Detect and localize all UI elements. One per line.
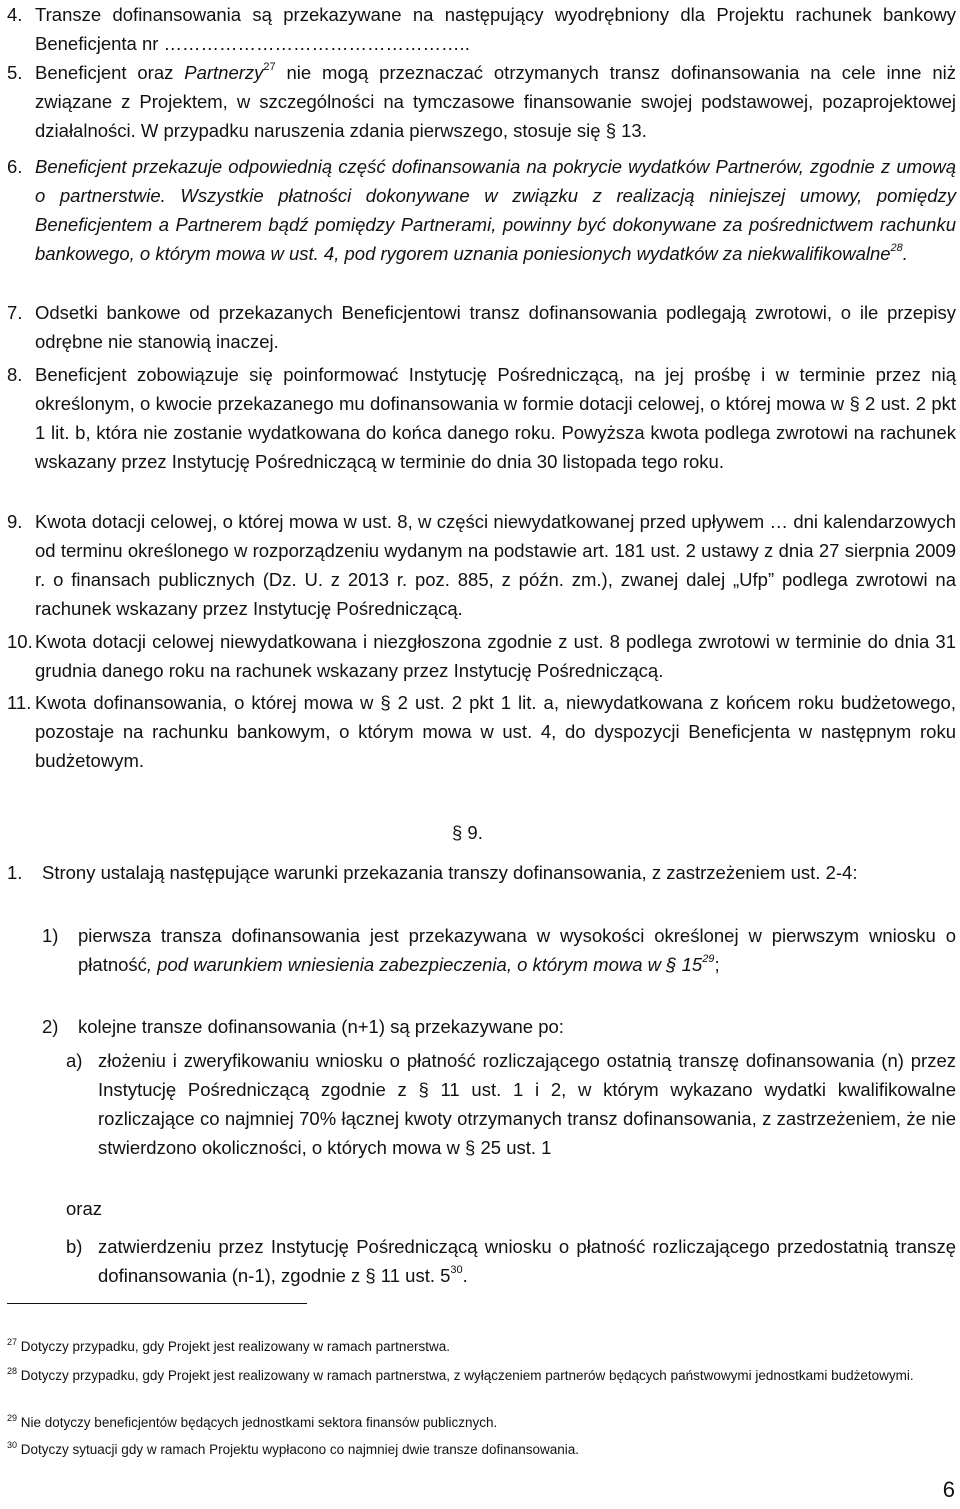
sub-item-text: złożeniu i zweryfikowaniu wniosku o płatność rozliczającego ostatnią transzę dofinansowania (n) przez Instytucję Pośredniczącą zgodnie z § 11 ust. 1 i 2, w którym wykazano wydatki kwalifikowalne rozliczające co najmniej 70% łącznej kwoty otrzymanych transz dofinansowania, z zastrzeżeniem, że nie stwierdzono okoliczności, o których mowa w § 25 ust. 1 [98, 1050, 956, 1158]
sub-item-b [66, 1232, 956, 1290]
section-item-1 [7, 858, 956, 887]
text-run: Beneficjent oraz [35, 62, 185, 83]
footnote-text: Nie dotyczy beneficjentów będących jednostkami sektora finansów publicznych. [20, 1415, 498, 1430]
footnote-number: 28 [7, 1365, 18, 1376]
text-run-italic: Partnerzy [184, 62, 264, 83]
item-text: Beneficjent zobowiązuje się poinformować Instytucję Pośredniczącą, na jej prośbę i w terminie przez nią określonym, o kwocie przekazanego mu dofinansowania w formie dotacji celowej, o której mowa w § 2 ust. 2 pkt 1 lit. b, która nie zostanie wydatkowana do końca danego roku. Powyższa kwota podlega zwrotowi na rachunek wskazany przez Instytucję Pośredniczącą w terminie do dnia 30 listopada tego roku. [35, 364, 956, 472]
item-text: Kwota dotacji celowej niewydatkowana i niezgłoszona zgodnie z ust. 8 podlega zwrotowi w terminie do dnia 31 grudnia danego roku na rachunek wskazany przez Instytucję Pośredniczącą. [35, 631, 956, 681]
sub-item-text [78, 921, 956, 979]
footnote-separator [7, 1303, 307, 1304]
sub-item-number: 2) [42, 1016, 59, 1037]
footnote-ref-27: 27 [263, 60, 276, 73]
list-item-7 [7, 298, 956, 356]
list-item-9 [7, 507, 956, 623]
footnote-29 [7, 1413, 950, 1433]
item-number: 8. [7, 364, 23, 385]
conjunction: oraz [66, 1198, 102, 1219]
list-item-11 [7, 688, 956, 775]
item-text [35, 58, 956, 145]
item-text [35, 152, 956, 268]
list-item-5 [7, 58, 956, 145]
item-text: Kwota dofinansowania, o której mowa w § 2 ust. 2 pkt 1 lit. a, niewydatkowana z końcem roku budżetowego, pozostaje na rachunku bankowym, o którym mowa w ust. 4, do dyspozycji Beneficjenta w następnym roku budżetowym. [35, 692, 956, 771]
item-number: 4. [7, 4, 23, 25]
text-run: nie mogą przeznaczać otrzymanych transz dofinansowania na cele inne niż związane z Projektem, w szczególności na tymczasowe finansowanie swojej podstawowej, pozaprojektowej działalności. W przypadku naruszenia zdania pierwszego, stosuje się § 13. [35, 62, 956, 141]
list-item-4 [7, 0, 956, 58]
item-number: 11. [7, 692, 32, 713]
footnote-ref-28: 28 [890, 241, 903, 254]
list-item-10 [7, 627, 956, 685]
list-item-6 [7, 152, 956, 268]
sub-item-1 [42, 921, 956, 979]
item-text: Strony ustalają następujące warunki przekazania transzy dofinansowania, z zastrzeżeniem ust. 2-4: [42, 862, 858, 883]
sub-item-text: kolejne transze dofinansowania (n+1) są przekazywane po: [78, 1016, 564, 1037]
footnote-number: 29 [7, 1412, 18, 1423]
section-heading: § 9. [452, 822, 483, 843]
text-run: . [462, 1265, 468, 1286]
item-number: 7. [7, 302, 23, 323]
item-text: Odsetki bankowe od przekazanych Beneficjentowi transz dofinansowania podlegają zwrotowi, o ile przepisy odrębne nie stanowią inaczej. [35, 302, 956, 352]
item-number: 6. [7, 156, 23, 177]
item-text: Kwota dotacji celowej, o której mowa w ust. 8, w części niewydatkowanej przed upływem … dni kalendarzowych od terminu określonego w rozporządzeniu wydanym na podstawie art. 181 ust. 2 ustawy z dnia 27 sierpnia 2009 r. o finansach publicznych (Dz. U. z 2013 r. poz. 885, z późn. zm.), zwanej dalej „Ufp” podlega zwrotowi na rachunek wskazany przez Instytucję Pośredniczącą. [35, 511, 956, 619]
text-run: zatwierdzeniu przez Instytucję Pośredniczącą wniosku o płatność rozliczającego przedostatnią transzę dofinansowania (n-1), zgodnie z § 11 ust. 5 [98, 1236, 956, 1286]
footnote-ref-29: 29 [702, 952, 715, 965]
list-item-8 [7, 360, 956, 476]
text-run: ; [714, 954, 720, 975]
footnote-30 [7, 1440, 950, 1460]
item-number: 5. [7, 62, 23, 83]
sub-item-number: a) [66, 1050, 83, 1071]
sub-item-a [66, 1046, 956, 1162]
item-number: 9. [7, 511, 23, 532]
sub-item-2 [42, 1012, 956, 1041]
sub-item-number: b) [66, 1236, 83, 1257]
text-run: Beneficjent przekazuje odpowiednią część dofinansowania na pokrycie wydatków Partnerów, zgodnie z umową o partnerstwie. Wszystkie płatności dokonywane w związku z realizacją niniejszej umowy, pomiędzy Beneficjentem a Partnerem bądź pomiędzy Partnerami, powinny być dokonywane za pośrednictwem rachunku bankowego, o którym mowa w ust. 4, pod rygorem uznania poniesionych wydatków za niekwalifikowalne [35, 156, 956, 264]
footnote-text: Dotyczy sytuacji gdy w ramach Projektu wypłacono co najmniej dwie transze dofinansowania. [20, 1442, 580, 1457]
footnote-text: Dotyczy przypadku, gdy Projekt jest realizowany w ramach partnerstwa, z wyłączeniem partnerów będących państwowymi jednostkami budżetowymi. [20, 1368, 914, 1383]
item-number: 1. [7, 862, 23, 883]
sub-item-number: 1) [42, 925, 59, 946]
page-number: 6 [942, 1477, 955, 1502]
text-run-italic: , pod warunkiem wniesienia zabezpieczenia, o którym mowa w § 15 [146, 954, 703, 975]
sub-item-text [98, 1232, 956, 1290]
item-text: Transze dofinansowania są przekazywane na następujący wyodrębniony dla Projektu rachunek bankowy Beneficjenta nr ………………………………………….. [35, 4, 956, 54]
footnote-number: 30 [7, 1439, 18, 1450]
text-run: . [902, 243, 908, 264]
footnote-number: 27 [7, 1336, 18, 1347]
item-number: 10. [7, 631, 33, 652]
footnote-27 [7, 1337, 950, 1357]
footnote-28 [7, 1366, 950, 1386]
text-run: pierwsza transza dofinansowania jest przekazywana w wysokości określonej w pierwszym wniosku o płatność [78, 925, 956, 975]
footnote-text: Dotyczy przypadku, gdy Projekt jest realizowany w ramach partnerstwa. [20, 1339, 450, 1354]
footnote-ref-30: 30 [450, 1263, 463, 1276]
